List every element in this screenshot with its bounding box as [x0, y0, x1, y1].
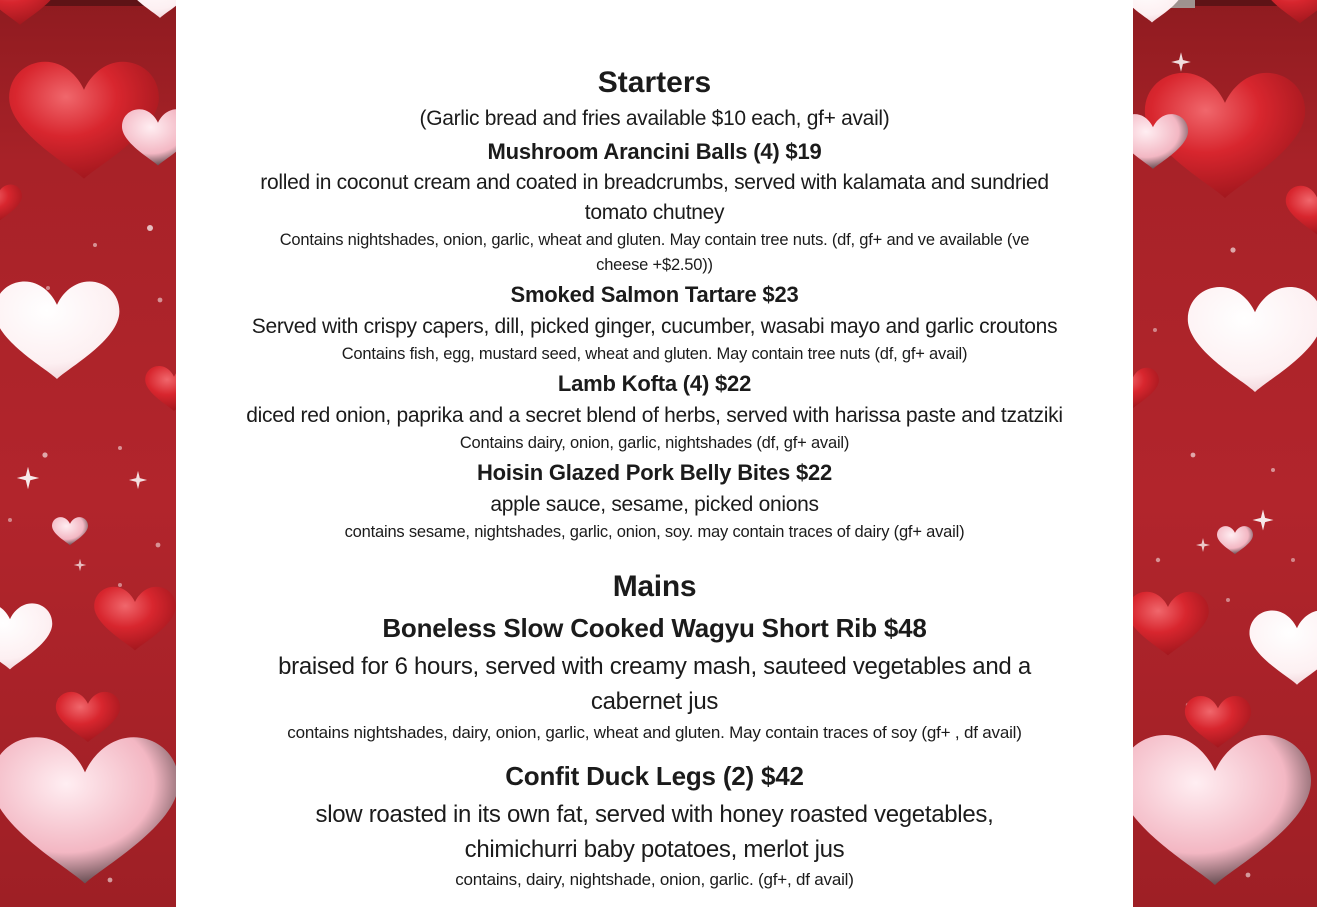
item-name-wagyu-short-rib: Boneless Slow Cooked Wagyu Short Rib $48 — [382, 613, 927, 643]
left-hearts-art — [0, 0, 176, 907]
item-allergen-line: contains nightshades, dairy, onion, garlic, wheat and gluten. May contain traces of soy (gf+ , df avail) — [287, 723, 1022, 742]
item-name-mushroom-arancini: Mushroom Arancini Balls (4) $19 — [487, 139, 822, 164]
item-desc-line: tomato chutney — [584, 201, 725, 224]
item-allergen-line: contains sesame, nightshades, garlic, onion, soy. may contain traces of dairy (gf+ avail) — [344, 523, 965, 541]
item-desc-line: Served with crispy capers, dill, picked ginger, cucumber, wasabi mayo and garlic croutons — [251, 315, 1058, 338]
item-name-lamb-kofta: Lamb Kofta (4) $22 — [557, 371, 752, 396]
item-desc-line: cabernet jus — [590, 688, 719, 715]
section-title-mains: Mains — [612, 570, 697, 603]
item-name-hoisin-pork-belly: Hoisin Glazed Pork Belly Bites $22 — [476, 460, 833, 485]
item-desc-line: braised for 6 hours, served with creamy mash, sauteed vegetables and a — [278, 653, 1031, 680]
item-allergen-line: Contains fish, egg, mustard seed, wheat and gluten. May contain tree nuts (df, gf+ avail) — [341, 345, 968, 363]
left-hearts-border — [0, 0, 176, 907]
item-allergen-line: Contains nightshades, onion, garlic, wheat and gluten. May contain tree nuts. (df, gf+ and ve available (ve — [279, 231, 1030, 249]
right-hearts-art — [1133, 0, 1317, 907]
item-name-confit-duck-legs: Confit Duck Legs (2) $42 — [505, 761, 804, 791]
right-hearts-border — [1133, 0, 1317, 907]
item-allergen-line: Contains dairy, onion, garlic, nightshades (df, gf+ avail) — [459, 434, 850, 452]
item-name-smoked-salmon-tartare: Smoked Salmon Tartare $23 — [510, 282, 799, 307]
item-allergen-line: cheese +$2.50)) — [596, 256, 713, 274]
item-desc-line: slow roasted in its own fat, served with honey roasted vegetables, — [315, 801, 994, 828]
item-desc-line: chimichurri baby potatoes, merlot jus — [464, 836, 845, 863]
item-desc-line: apple sauce, sesame, picked onions — [490, 493, 819, 516]
starters-note: (Garlic bread and fries available $10 each, gf+ avail) — [419, 107, 890, 130]
item-desc-line: diced red onion, paprika and a secret blend of herbs, served with harissa paste and tzatziki — [246, 404, 1063, 427]
section-title-starters: Starters — [597, 66, 712, 99]
item-desc-line: rolled in coconut cream and coated in breadcrumbs, served with kalamata and sundried — [260, 171, 1049, 194]
item-allergen-line: contains, dairy, nightshade, onion, garlic. (gf+, df avail) — [455, 870, 854, 889]
menu-panel — [176, 0, 1133, 907]
